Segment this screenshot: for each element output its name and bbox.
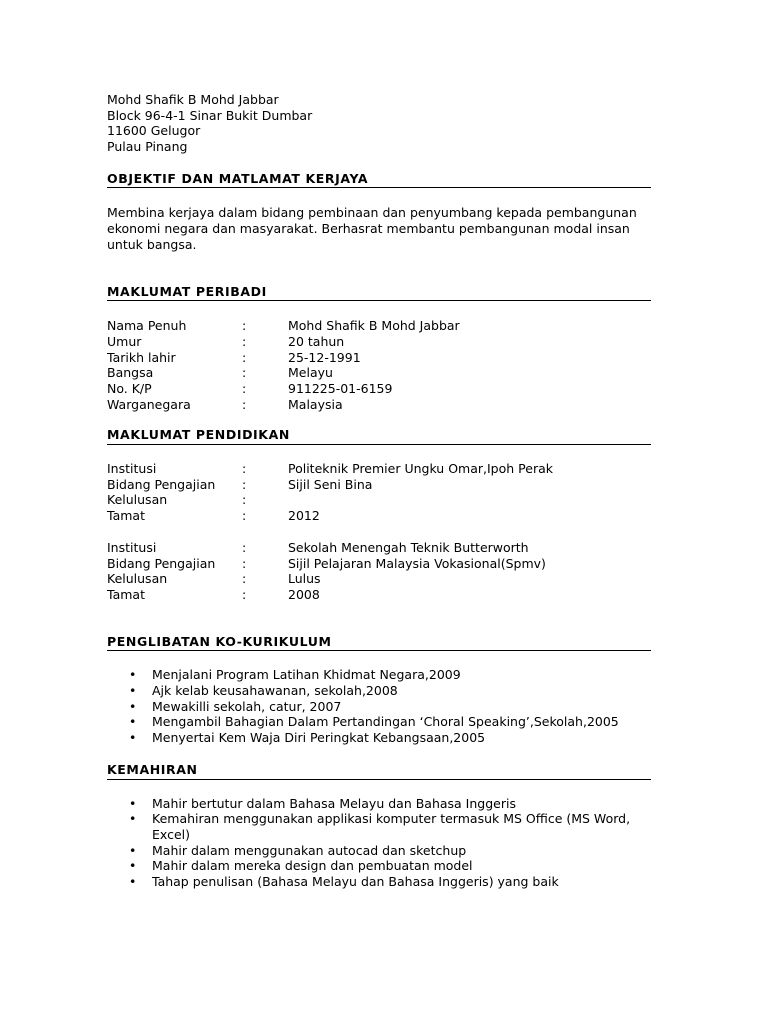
peribadi-table xyxy=(107,318,651,412)
kv-value: Sijil Seni Bina xyxy=(288,476,373,492)
kv-value: Melayu xyxy=(288,365,333,381)
list-item xyxy=(107,811,651,842)
kv-value: 25-12-1991 xyxy=(288,349,361,365)
peribadi-row-nama xyxy=(107,318,651,334)
resume-page xyxy=(107,92,651,890)
list-item-text: Kemahiran menggunakan applikasi komputer termasuk MS Office (MS Word, Excel) xyxy=(152,811,631,842)
kv-value: 20 tahun xyxy=(288,333,345,349)
kv-colon: : xyxy=(242,586,247,602)
kv-colon: : xyxy=(242,461,247,477)
kv-colon: : xyxy=(242,349,247,365)
list-item-text: Mahir bertutur dalam Bahasa Melayu dan Bahasa Inggeris xyxy=(152,795,516,811)
pendidikan-group-2 xyxy=(107,540,651,603)
list-item xyxy=(107,714,651,730)
kv-value: Politeknik Premier Ungku Omar,Ipoh Perak xyxy=(288,461,553,477)
address-line-postcode: 11600 Gelugor xyxy=(107,123,201,139)
kv-key: Tarikh lahir xyxy=(107,349,176,365)
section-pendidikan xyxy=(107,427,651,602)
pendidikan-row-tamat xyxy=(107,587,651,603)
peribadi-row-warganegara xyxy=(107,397,651,413)
kv-key: Tamat xyxy=(107,508,145,524)
list-item-text: Ajk kelab keusahawanan, sekolah,2008 xyxy=(152,683,398,698)
bullet-icon: • xyxy=(129,714,137,730)
pendidikan-row-bidang xyxy=(107,477,651,493)
kv-colon: : xyxy=(242,476,247,492)
section-kokurikulum xyxy=(107,634,651,746)
pendidikan-group-1 xyxy=(107,461,651,524)
section-heading-peribadi: MAKLUMAT PERIBADI xyxy=(107,284,651,302)
bullet-icon: • xyxy=(129,795,137,811)
kv-colon: : xyxy=(242,318,247,334)
kv-value: Malaysia xyxy=(288,396,343,412)
bullet-icon: • xyxy=(129,842,137,858)
objektif-line: Membina kerjaya dalam bidang pembinaan dan penyumbang kepada pembangunan xyxy=(107,205,637,221)
kv-colon: : xyxy=(242,365,247,381)
list-item xyxy=(107,796,651,812)
address-line-state: Pulau Pinang xyxy=(107,139,188,155)
list-item xyxy=(107,858,651,874)
list-item xyxy=(107,874,651,890)
bullet-icon: • xyxy=(129,683,137,698)
kv-value: Lulus xyxy=(288,571,321,587)
section-peribadi xyxy=(107,284,651,413)
kv-key: Tamat xyxy=(107,586,145,602)
kv-key: Nama Penuh xyxy=(107,318,187,334)
list-item-text: Mengambil Bahagian Dalam Pertandingan ‘Choral Speaking’,Sekolah,2005 xyxy=(152,714,619,730)
pendidikan-row-bidang xyxy=(107,556,651,572)
kv-key: Bidang Pengajian xyxy=(107,476,216,492)
peribadi-row-tarikh-lahir xyxy=(107,350,651,366)
list-item-text: Menjalani Program Latihan Khidmat Negara,2009 xyxy=(152,667,461,683)
address-line-name: Mohd Shafik B Mohd Jabbar xyxy=(107,92,279,107)
kv-value: Mohd Shafik B Mohd Jabbar xyxy=(288,318,460,334)
kv-value xyxy=(288,492,651,508)
kv-colon: : xyxy=(242,508,247,524)
list-item-text: Mahir dalam menggunakan autocad dan sketchup xyxy=(152,842,467,858)
pendidikan-row-kelulusan xyxy=(107,492,651,508)
address-block xyxy=(107,92,651,155)
kv-key: Institusi xyxy=(107,461,157,477)
pendidikan-row-institusi xyxy=(107,461,651,477)
list-item xyxy=(107,683,651,699)
list-item-text: Tahap penulisan (Bahasa Melayu dan Bahasa Inggeris) yang baik xyxy=(152,874,559,890)
kv-colon: : xyxy=(242,492,247,508)
kv-key: Warganegara xyxy=(107,396,191,412)
section-heading-kemahiran: KEMAHIRAN xyxy=(107,762,651,780)
list-item-text: Mewakilli sekolah, catur, 2007 xyxy=(152,698,342,714)
list-item xyxy=(107,730,651,746)
kv-key: Kelulusan xyxy=(107,571,168,587)
bullet-icon: • xyxy=(129,858,137,874)
kv-key: Umur xyxy=(107,333,142,349)
kv-value: Sekolah Menengah Teknik Butterworth xyxy=(288,539,529,555)
section-kemahiran xyxy=(107,762,651,890)
kv-key: Bidang Pengajian xyxy=(107,555,216,571)
kv-colon: : xyxy=(242,333,247,349)
section-objektif xyxy=(107,171,651,253)
kv-value: 2012 xyxy=(288,508,320,524)
pendidikan-row-institusi xyxy=(107,540,651,556)
bullet-icon: • xyxy=(129,811,137,827)
peribadi-row-umur xyxy=(107,334,651,350)
section-heading-objektif: OBJEKTIF DAN MATLAMAT KERJAYA xyxy=(107,171,651,189)
objektif-line: untuk bangsa. xyxy=(107,236,197,252)
kv-colon: : xyxy=(242,571,247,587)
kv-key: Kelulusan xyxy=(107,492,168,508)
address-line-street: Block 96-4-1 Sinar Bukit Dumbar xyxy=(107,107,313,123)
pendidikan-row-kelulusan xyxy=(107,571,651,587)
list-item-text: Mahir dalam mereka design dan pembuatan model xyxy=(152,858,473,874)
kv-value: Sijil Pelajaran Malaysia Vokasional(Spmv) xyxy=(288,555,546,571)
bullet-icon: • xyxy=(129,698,137,714)
bullet-icon: • xyxy=(129,667,137,683)
list-item xyxy=(107,843,651,859)
peribadi-row-bangsa xyxy=(107,365,651,381)
list-item xyxy=(107,667,651,683)
kv-colon: : xyxy=(242,396,247,412)
kv-value: 911225-01-6159 xyxy=(288,381,393,397)
list-item-text: Menyertai Kem Waja Diri Peringkat Kebangsaan,2005 xyxy=(152,730,486,746)
objektif-line: ekonomi negara dan masyarakat. Berhasrat membantu pembangunan modal insan xyxy=(107,221,630,237)
bullet-icon: • xyxy=(129,730,137,746)
kemahiran-list xyxy=(107,796,651,890)
kv-colon: : xyxy=(242,555,247,571)
objektif-paragraph xyxy=(107,205,651,252)
pendidikan-row-tamat xyxy=(107,508,651,524)
kv-key: No. K/P xyxy=(107,381,152,397)
kv-value: 2008 xyxy=(288,586,320,602)
peribadi-row-no-kp xyxy=(107,381,651,397)
list-item xyxy=(107,699,651,715)
kv-colon: : xyxy=(242,381,247,397)
section-heading-kokurikulum: PENGLIBATAN KO-KURIKULUM xyxy=(107,634,651,652)
kokurikulum-list xyxy=(107,667,651,746)
bullet-icon: • xyxy=(129,874,137,890)
kv-colon: : xyxy=(242,539,247,555)
kv-key: Bangsa xyxy=(107,365,154,381)
kv-key: Institusi xyxy=(107,539,157,555)
section-heading-pendidikan: MAKLUMAT PENDIDIKAN xyxy=(107,427,651,445)
